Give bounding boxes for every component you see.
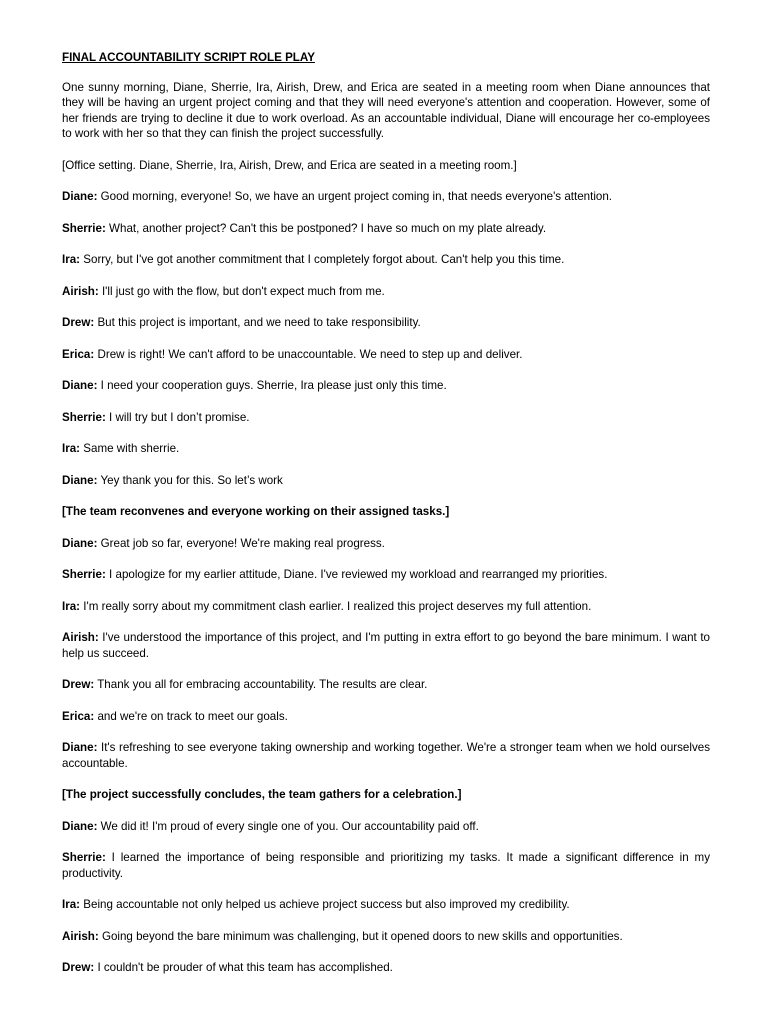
speaker-name: Sherrie: bbox=[62, 568, 106, 581]
dialogue-line bbox=[62, 567, 710, 583]
speaker-name: Diane: bbox=[62, 190, 98, 203]
dialogue-text: Yey thank you for this. So let’s work bbox=[97, 473, 283, 487]
dialogue-text: Going beyond the bare minimum was challenging, but it opened doors to new skills and opportunities. bbox=[98, 929, 623, 943]
speaker-name: Sherrie: bbox=[62, 851, 106, 864]
dialogue-section-3 bbox=[62, 819, 710, 976]
dialogue-line bbox=[62, 709, 710, 725]
speaker-name: Sherrie: bbox=[62, 410, 106, 424]
speaker-name: Sherrie: bbox=[62, 221, 106, 235]
dialogue-text: I'll just go with the flow, but don't expect much from me. bbox=[98, 284, 385, 298]
dialogue-line bbox=[62, 929, 710, 945]
speaker-name: Erica: bbox=[62, 709, 95, 723]
speaker-name: Drew: bbox=[62, 316, 95, 329]
speaker-name: Diane: bbox=[62, 379, 98, 392]
dialogue-line bbox=[62, 740, 710, 771]
dialogue-line bbox=[62, 819, 710, 835]
dialogue-line bbox=[62, 630, 710, 661]
dialogue-text: and we're on track to meet our goals. bbox=[94, 709, 288, 723]
speaker-name: Ira: bbox=[62, 599, 81, 613]
dialogue-line bbox=[62, 252, 710, 268]
dialogue-text: Good morning, everyone! So, we have an urgent project coming in, that needs everyone's attention. bbox=[97, 190, 613, 203]
dialogue-line bbox=[62, 897, 710, 913]
stage-direction-reconvene: [The team reconvenes and everyone working on their assigned tasks.] bbox=[62, 505, 450, 518]
dialogue-text: I will try but I don’t promise. bbox=[105, 410, 250, 424]
speaker-name: Diane: bbox=[62, 741, 98, 754]
stage-direction-celebration: [The project successfully concludes, the team gathers for a celebration.] bbox=[62, 788, 462, 801]
dialogue-text: Being accountable not only helped us achieve project success but also improved my credibility. bbox=[80, 898, 570, 911]
speaker-name: Ira: bbox=[62, 253, 81, 266]
dialogue-text: I learned the importance of being responsible and prioritizing my tasks. It made a significant difference in my productivity. bbox=[62, 851, 710, 880]
dialogue-text: But this project is important, and we need to take responsibility. bbox=[94, 316, 421, 329]
dialogue-text: It's refreshing to see everyone taking ownership and working together. We're a stronger team when we hold ourselves accountable. bbox=[62, 741, 710, 770]
dialogue-section-1 bbox=[62, 189, 710, 488]
speaker-name: Airish: bbox=[62, 631, 99, 644]
dialogue-line bbox=[62, 347, 710, 363]
dialogue-line bbox=[62, 378, 710, 394]
dialogue-line bbox=[62, 441, 710, 457]
dialogue-text: I need your cooperation guys. Sherrie, Ira please just only this time. bbox=[97, 379, 447, 392]
dialogue-line bbox=[62, 599, 710, 615]
dialogue-line bbox=[62, 284, 710, 300]
dialogue-text: I've understood the importance of this project, and I'm putting in extra effort to go beyond the bare minimum. I want to help us succeed. bbox=[62, 631, 710, 660]
speaker-name: Diane: bbox=[62, 819, 98, 833]
dialogue-line bbox=[62, 536, 710, 552]
dialogue-text: I apologize for my earlier attitude, Diane. I've reviewed my workload and rearranged my priorities. bbox=[105, 568, 608, 581]
speaker-name: Airish: bbox=[62, 929, 99, 943]
speaker-name: Drew: bbox=[62, 678, 95, 691]
intro-paragraph: One sunny morning, Diane, Sherrie, Ira, Airish, Drew, and Erica are seated in a meeting room when Diane announces that they will be having an urgent project coming and that they will need everyone's attention and cooperation. However, some of her friends are trying to decline it due to work overload. As an accountable individual, Diane will encourage her co-employees to work with her so that they can finish the project successfully. bbox=[62, 80, 710, 140]
dialogue-text: Thank you all for embracing accountability. The results are clear. bbox=[94, 678, 428, 691]
dialogue-text: I'm really sorry about my commitment clash earlier. I realized this project deserves my full attention. bbox=[80, 599, 592, 613]
dialogue-line bbox=[62, 473, 710, 489]
dialogue-text: Drew is right! We can't afford to be unaccountable. We need to step up and deliver. bbox=[94, 347, 523, 361]
speaker-name: Drew: bbox=[62, 961, 95, 974]
dialogue-line bbox=[62, 410, 710, 426]
speaker-name: Diane: bbox=[62, 473, 98, 487]
dialogue-line bbox=[62, 677, 710, 693]
speaker-name: Diane: bbox=[62, 536, 98, 550]
speaker-name: Erica: bbox=[62, 347, 95, 361]
dialogue-text: Same with sherrie. bbox=[80, 442, 180, 455]
dialogue-line bbox=[62, 189, 710, 205]
speaker-name: Airish: bbox=[62, 284, 99, 298]
page-title: FINAL ACCOUNTABILITY SCRIPT ROLE PLAY bbox=[62, 51, 315, 64]
speaker-name: Ira: bbox=[62, 898, 81, 911]
dialogue-section-2 bbox=[62, 536, 710, 772]
dialogue-line bbox=[62, 221, 710, 237]
speaker-name: Ira: bbox=[62, 442, 81, 455]
dialogue-text: We did it! I'm proud of every single one of you. Our accountability paid off. bbox=[97, 819, 479, 833]
dialogue-line bbox=[62, 960, 710, 976]
dialogue-line bbox=[62, 315, 710, 331]
dialogue-text: What, another project? Can't this be postponed? I have so much on my plate already. bbox=[105, 221, 547, 235]
dialogue-text: I couldn't be prouder of what this team has accomplished. bbox=[94, 961, 393, 974]
stage-direction-office: [Office setting. Diane, Sherrie, Ira, Airish, Drew, and Erica are seated in a meeting room.] bbox=[62, 158, 517, 172]
dialogue-text: Sorry, but I've got another commitment that I completely forgot about. Can't help you this time. bbox=[80, 253, 565, 266]
dialogue-line bbox=[62, 850, 710, 881]
dialogue-text: Great job so far, everyone! We're making real progress. bbox=[97, 536, 385, 550]
